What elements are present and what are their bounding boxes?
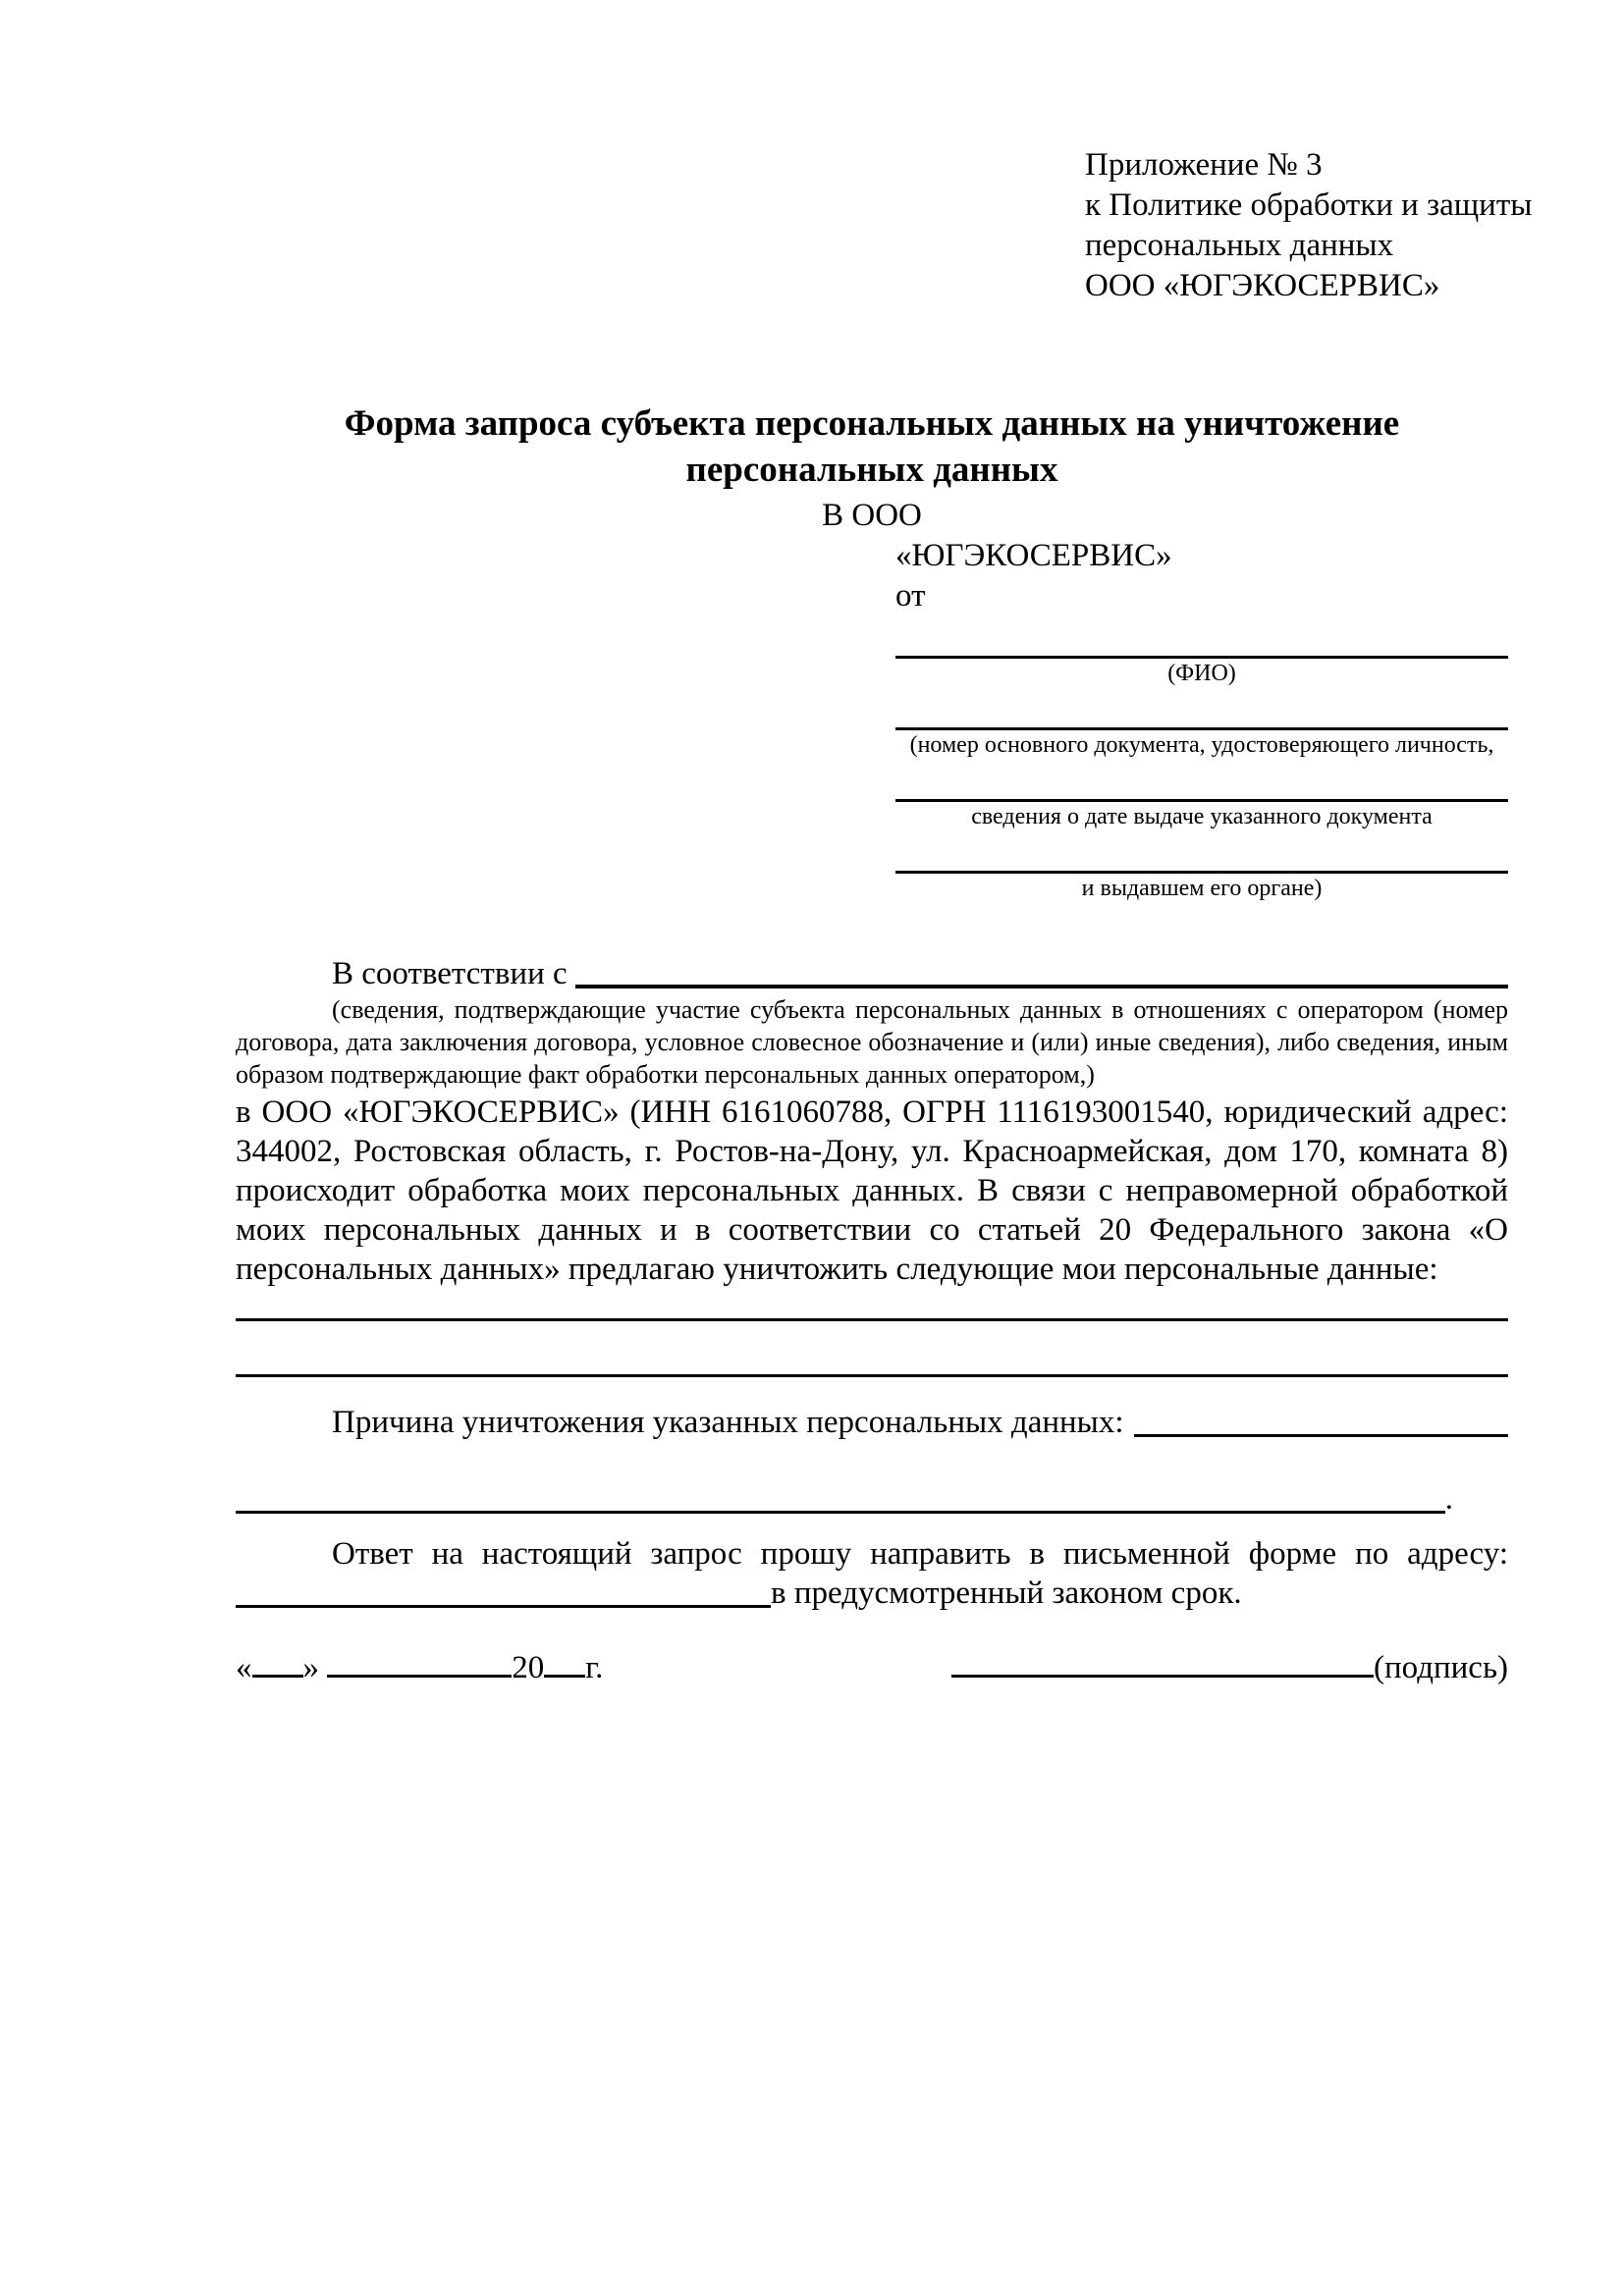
year-blank bbox=[544, 1642, 585, 1678]
response-address-row bbox=[236, 1574, 1508, 1613]
signature-blank-line bbox=[951, 1642, 1374, 1678]
data-blank-line-2 bbox=[236, 1374, 1508, 1377]
date-open-quote: « bbox=[236, 1650, 252, 1685]
addressee-from-label: от bbox=[895, 578, 926, 614]
month-blank bbox=[327, 1642, 512, 1678]
addressee-block bbox=[895, 536, 1508, 903]
reason-blank-line bbox=[1134, 1403, 1508, 1437]
reason-row bbox=[236, 1403, 1508, 1442]
addressee-org-prefix: В ООО bbox=[822, 498, 922, 533]
date-field bbox=[236, 1642, 603, 1687]
issue-date-caption: сведения о дате выдаче указанного документа bbox=[971, 804, 1433, 829]
reason-label: Причина уничтожения указанных персональных данных: bbox=[332, 1405, 1124, 1440]
body-paragraph: в ООО «ЮГЭКОСЕРВИС» (ИНН 6161060788, ОГРН 1116193001540, юридический адрес: 344002, Ростовская область, г. Ростов-на-Дону, ул. Красноармейская, дом 170, комната 8) происходит обработка моих персональных данных. В связи с неправомерной обработкой моих персональных данных и в соответствии со статьей 20 Федерального закона «О персональных данных» предлагаю уничтожить следующие мои персональные данные: bbox=[236, 1095, 1508, 1287]
appendix-line-4: ООО «ЮГЭКОСЕРВИС» bbox=[1085, 268, 1440, 303]
reason-blank-line-2 bbox=[236, 1479, 1445, 1514]
data-blank-line-1 bbox=[236, 1318, 1508, 1321]
document-title: Форма запроса субъекта персональных данных на уничтожение персональных данных bbox=[344, 403, 1400, 490]
appendix-line-1: Приложение № 3 bbox=[1085, 147, 1323, 183]
signature-caption: (подпись) bbox=[1374, 1650, 1508, 1685]
appendix-line-3: персональных данных bbox=[1085, 228, 1394, 263]
accordance-row bbox=[236, 954, 1508, 993]
appendix-block bbox=[1085, 145, 1533, 306]
fio-caption: (ФИО) bbox=[1167, 661, 1236, 686]
day-blank bbox=[252, 1642, 303, 1678]
field-document-number bbox=[895, 727, 1508, 760]
issuing-authority-caption: и выдавшем его органе) bbox=[1081, 876, 1323, 901]
reason-continuation-row bbox=[236, 1479, 1508, 1519]
accordance-blank-line bbox=[575, 954, 1508, 988]
response-suffix: в предусмотренный законом срок. bbox=[771, 1575, 1242, 1611]
addressee-org-name: «ЮГЭКОСЕРВИС» bbox=[895, 538, 1172, 573]
field-issuing-authority bbox=[895, 871, 1508, 903]
response-paragraph: Ответ на настоящий запрос прошу направить в письменной форме по адресу: bbox=[332, 1536, 1508, 1572]
footnote-text: (сведения, подтверждающие участие субъекта персональных данных в отношениях с оператором (номер договора, дата заключения договора, условное словесное обозначение и (или) иные сведения), либо сведения, иным образом подтверждающие факт обработки персональных данных оператором,) bbox=[236, 995, 1508, 1089]
date-close-quote: » bbox=[302, 1650, 319, 1685]
appendix-line-2: к Политике обработки и защиты bbox=[1085, 187, 1533, 223]
signature-field bbox=[951, 1642, 1508, 1687]
address-blank-line bbox=[236, 1574, 771, 1608]
year-prefix: 20 bbox=[512, 1650, 545, 1685]
year-suffix: г. bbox=[585, 1650, 604, 1685]
accordance-label: В соответствии с bbox=[332, 956, 568, 991]
date-signature-row bbox=[236, 1642, 1508, 1687]
reason-period: . bbox=[1444, 1481, 1453, 1517]
field-issue-date bbox=[895, 799, 1508, 831]
field-fio bbox=[895, 656, 1508, 688]
document-number-caption: (номер основного документа, удостоверяющего личность, bbox=[909, 732, 1494, 758]
